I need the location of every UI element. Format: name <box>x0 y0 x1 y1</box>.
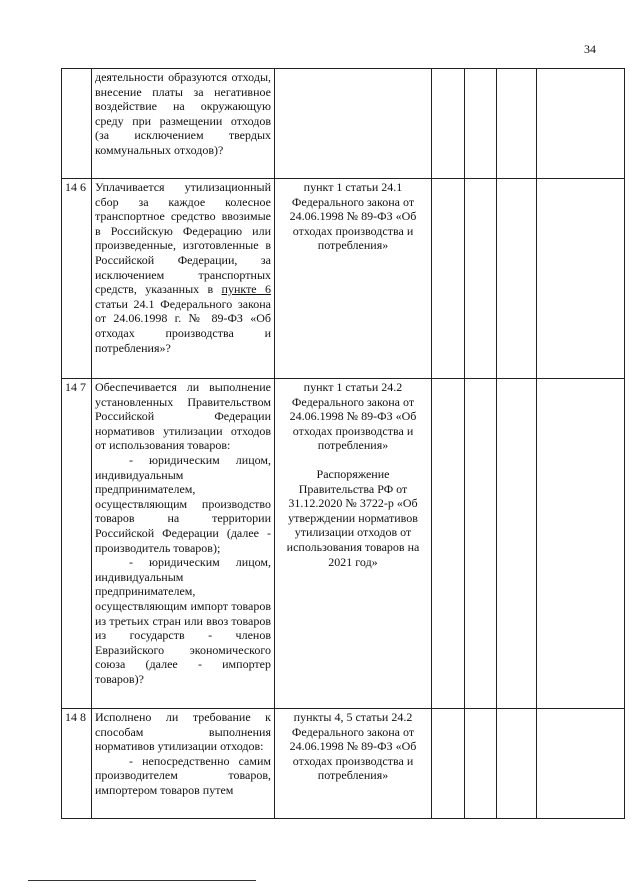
question-cell <box>92 179 275 379</box>
table-row <box>62 709 625 819</box>
answer-cell-no[interactable] <box>465 709 497 819</box>
question-item: - непосредственно самим производителем товаров, импортером товаров путем <box>95 753 271 797</box>
page-number: 34 <box>584 42 596 56</box>
table-row <box>62 69 625 179</box>
answer-cell-na[interactable] <box>497 69 537 179</box>
reference-cell <box>275 379 432 709</box>
reference-decree: Распоряжение Правительства РФ от 31.12.2020 № 3722-р «Об утверждении нормативов утилизации отходов от использования товаров на 2021 год» <box>286 466 420 569</box>
row-number: 14 6 <box>62 179 92 379</box>
answer-cell-no[interactable] <box>465 69 497 179</box>
note-cell[interactable] <box>537 69 625 179</box>
answer-cell-yes[interactable] <box>432 179 465 379</box>
table-row <box>62 179 625 379</box>
note-cell[interactable] <box>537 379 625 709</box>
question-text: Уплачивается утилизационный сбор за каждое колесное транспортное средство ввозимые в Российскую Федерацию или произведенные, изготовленные в Российской Федерации, за исключением транспортных средств, указанных в <box>95 180 271 297</box>
answer-cell-yes[interactable] <box>432 69 465 179</box>
answer-cell-na[interactable] <box>497 379 537 709</box>
law-link[interactable]: пункте 6 <box>221 282 271 297</box>
reference-cell: пункты 4, 5 статьи 24.2 Федерального закона от 24.06.1998 № 89-ФЗ «Об отходах производства и потребления» <box>275 709 432 819</box>
question-item: - юридическим лицом, индивидуальным предпринимателем, осуществляющим импорт товаров из третьих стран или ввоз товаров из государств - членов Евразийского экономического союза (далее - импортер товаров)? <box>95 555 271 686</box>
reference-law: пункт 1 статьи 24.2 Федерального закона от 24.06.1998 № 89-ФЗ «Об отходах производства и потребления» <box>289 380 417 453</box>
answer-cell-no[interactable] <box>465 379 497 709</box>
question-cell: деятельности образуются отходы, внесение платы за негативное воздействие на окружающую среду при размещении отходов (за исключением твердых коммунальных отходов)? <box>92 69 275 179</box>
note-cell[interactable] <box>537 709 625 819</box>
reference-cell: пункт 1 статьи 24.1 Федерального закона от 24.06.1998 № 89-ФЗ «Об отходах производства и потребления» <box>275 179 432 379</box>
requirements-table <box>61 68 625 819</box>
footnote-divider <box>28 880 256 881</box>
answer-cell-yes[interactable] <box>432 379 465 709</box>
table-row <box>62 379 625 709</box>
note-cell[interactable] <box>537 179 625 379</box>
question-text: статьи 24.1 Федерального закона от 24.06.1998 г. № 89-ФЗ «Об отходах производства и потребления»? <box>95 296 271 355</box>
row-number: 14 7 <box>62 379 92 709</box>
row-number <box>62 69 92 179</box>
answer-cell-yes[interactable] <box>432 709 465 819</box>
question-intro: Обеспечивается ли выполнение установленных Правительством Российской Федерации нормативов утилизации отходов от использования товаров: <box>95 380 271 453</box>
row-number: 14 8 <box>62 709 92 819</box>
reference-cell <box>275 69 432 179</box>
answer-cell-no[interactable] <box>465 179 497 379</box>
answer-cell-na[interactable] <box>497 709 537 819</box>
question-cell <box>92 379 275 709</box>
question-cell <box>92 709 275 819</box>
question-item: - юридическим лицом, индивидуальным предпринимателем, осуществляющим производство товаров на территории Российской Федерации (далее - производитель товаров); <box>95 452 271 555</box>
question-intro: Исполнено ли требование к способам выполнения нормативов утилизации отходов: <box>95 710 271 754</box>
answer-cell-na[interactable] <box>497 179 537 379</box>
